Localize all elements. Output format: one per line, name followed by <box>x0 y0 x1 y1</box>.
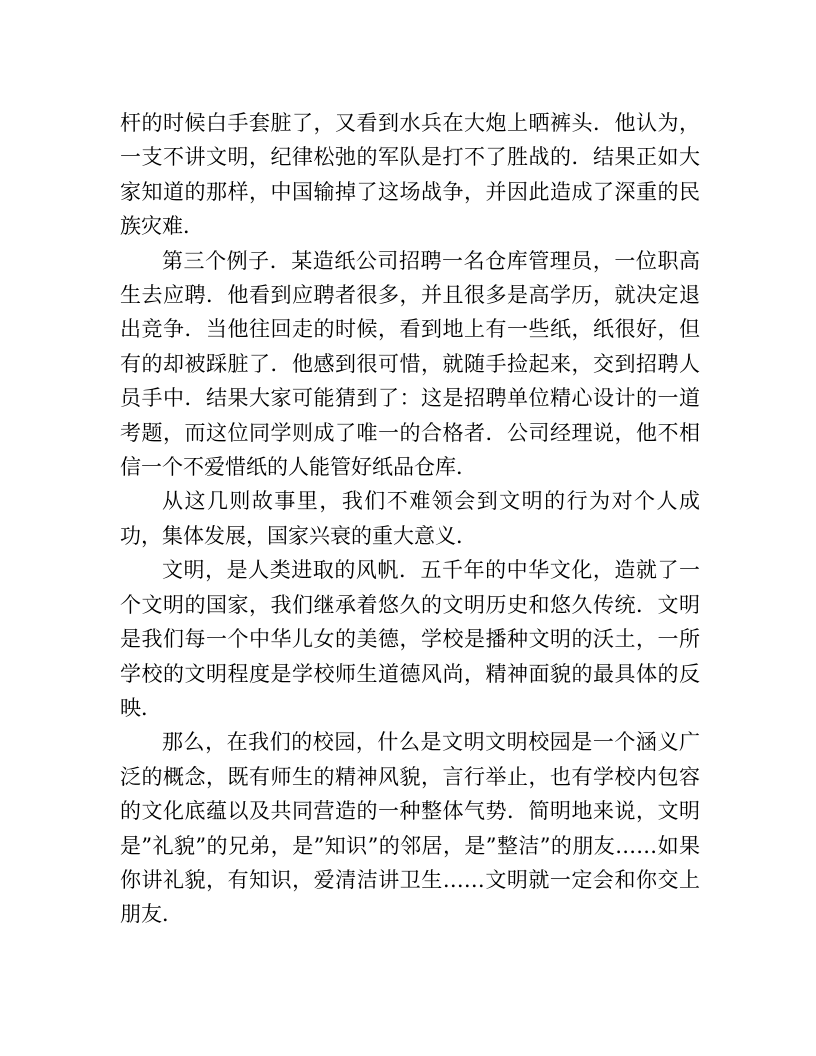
paragraph-stories-meaning: 从这几则故事里，我们不难领会到文明的行为对个人成功，集体发展，国家兴衰的重大意义． <box>120 489 700 548</box>
paragraph-continuation: 杆的时候白手套脏了，又看到水兵在大炮上晒裤头．他认为，一支不讲文明，纪律松弛的军队是打不了胜战的．结果正如大家知道的那样，中国输掉了这场战争，并因此造成了深重的民族灾难． <box>120 111 700 239</box>
paragraph-third-example: 第三个例子．某造纸公司招聘一名仓库管理员，一位职高生去应聘．他看到应聘者很多，并且很多是高学历，就决定退出竞争．当他往回走的时候，看到地上有一些纸，纸很好，但有的却被踩脏了．他感到很可惜，就随手捡起来，交到招聘人员手中．结果大家可能猜到了：这是招聘单位精心设计的一道考题，而这位同学则成了唯一的合格者．公司经理说，他不相信一个不爱惜纸的人能管好纸品仓库． <box>120 248 700 480</box>
paragraph-campus-civilization: 那么，在我们的校园，什么是文明文明校园是一个涵义广泛的概念，既有师生的精神风貌，言行举止，也有学校内包容的文化底蕴以及共同营造的一种整体气势．简明地来说，文明是”礼貌”的兄弟，是”知识”的邻居，是”整洁”的朋友……如果你讲礼貌，有知识，爱清洁讲卫生……文明就一定会和你交上朋友． <box>120 730 700 927</box>
document-body <box>120 106 700 932</box>
paragraph-civilization-sail: 文明，是人类进取的风帆．五千年的中华文化，造就了一个文明的国家，我们继承着悠久的文明历史和悠久传统．文明是我们每一个中华儿女的美德，学校是播种文明的沃土，一所学校的文明程度是学校师生道德风尚，精神面貌的最具体的反映． <box>120 558 700 720</box>
